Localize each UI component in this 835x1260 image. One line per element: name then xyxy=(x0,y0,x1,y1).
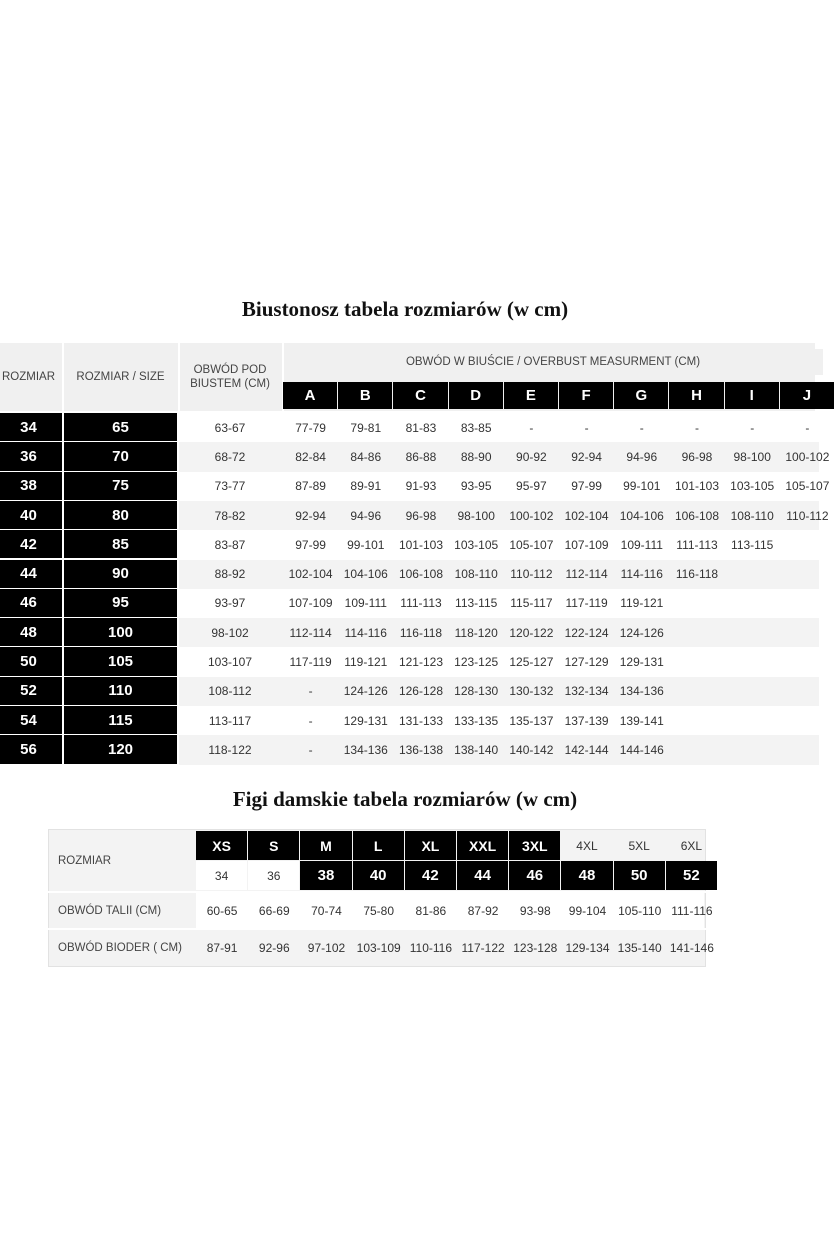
cup-value-cell: - xyxy=(308,684,313,699)
cup-value-cell: 119-121 xyxy=(620,596,664,611)
grid-line xyxy=(48,891,706,893)
hips-value-cell: 92-96 xyxy=(258,940,290,955)
num-size-cell: 48 xyxy=(561,861,612,890)
underbust-cell: 63-67 xyxy=(214,420,246,435)
letter-size-xs: XS xyxy=(196,831,247,860)
cup-value-cell: - xyxy=(639,420,644,435)
cup-value-cell: 142-144 xyxy=(564,742,609,757)
cup-value-cell xyxy=(780,735,835,764)
panties-table-title: Figi damskie tabela rozmiarów (w cm) xyxy=(232,787,578,811)
cup-value-cell: - xyxy=(308,713,313,728)
cup-value-cell: 83-85 xyxy=(460,420,492,435)
cup-value-cell: 96-98 xyxy=(681,449,713,464)
waist-value-cell: 111-116 xyxy=(671,903,713,918)
cup-value-cell: 119-121 xyxy=(344,655,388,670)
num-size-cell: 50 xyxy=(614,861,665,890)
waist-value-cell: 87-92 xyxy=(467,903,499,918)
eu-size-cell: 44 xyxy=(0,560,62,588)
band-size-cell: 95 xyxy=(64,589,177,617)
cup-value-cell: 90-92 xyxy=(516,449,547,464)
cup-value-cell: 102-104 xyxy=(564,508,609,523)
bra-table-title: Biustonosz tabela rozmiarów (w cm) xyxy=(241,297,569,321)
num-size-cell: 44 xyxy=(457,861,508,890)
cup-value-cell: 109-111 xyxy=(344,596,387,611)
cup-value-cell: 107-109 xyxy=(564,537,609,552)
cup-value-cell xyxy=(780,706,835,735)
cup-value-cell xyxy=(725,589,780,618)
waist-value-cell: 66-69 xyxy=(258,903,290,918)
underbust-cell: 78-82 xyxy=(214,508,246,523)
grid-line xyxy=(48,928,706,930)
cup-value-cell: 113-115 xyxy=(455,596,498,611)
cup-letter-d: D xyxy=(449,382,503,409)
cup-value-cell: 110-112 xyxy=(510,567,553,582)
waist-value-cell: 70-74 xyxy=(311,903,342,918)
cup-value-cell: 81-83 xyxy=(405,420,437,435)
header-divider xyxy=(178,343,180,411)
eu-size-cell: 46 xyxy=(0,589,62,617)
band-size-cell: 75 xyxy=(64,472,177,500)
eu-size-cell: 38 xyxy=(0,472,62,500)
cup-value-cell: 120-122 xyxy=(509,625,554,640)
row-divider xyxy=(0,500,177,501)
header-underbust: OBWÓD POD BIUSTEM (CM) xyxy=(179,343,281,411)
row-divider xyxy=(0,441,177,442)
panties-size-label: ROZMIAR xyxy=(58,854,112,867)
eu-size-cell: 56 xyxy=(0,735,62,763)
eu-size-cell: 40 xyxy=(0,501,62,529)
eu-size-cell: 50 xyxy=(0,647,62,675)
cup-value-cell: 92-94 xyxy=(295,508,326,523)
cup-value-cell: 97-99 xyxy=(295,537,326,552)
waist-value-cell: 105-110 xyxy=(618,903,662,918)
cup-value-cell: 87-89 xyxy=(295,479,326,494)
header-size: ROZMIAR / SIZE xyxy=(64,343,177,411)
cup-value-cell xyxy=(780,589,835,618)
cup-value-cell xyxy=(725,560,780,589)
band-size-cell: 120 xyxy=(64,735,177,763)
cup-value-cell: 109-111 xyxy=(620,537,663,552)
cup-letter-i: I xyxy=(725,382,779,409)
num-size-cell: 46 xyxy=(509,861,560,890)
cup-letter-j: J xyxy=(780,382,834,409)
cup-value-cell: 116-118 xyxy=(399,625,443,640)
cup-value-cell: 91-93 xyxy=(405,479,437,494)
cup-letter-e: E xyxy=(504,382,558,409)
band-size-cell: 85 xyxy=(64,530,177,558)
cup-value-cell xyxy=(725,677,780,706)
underbust-cell: 118-122 xyxy=(208,742,252,757)
cup-value-cell: - xyxy=(805,420,810,435)
cup-value-cell: 98-100 xyxy=(733,449,771,464)
cup-value-cell: 106-108 xyxy=(398,567,443,582)
hips-value-cell: 87-91 xyxy=(206,940,238,955)
cup-value-cell: 102-104 xyxy=(288,567,333,582)
cup-value-cell: 79-81 xyxy=(350,420,382,435)
cup-value-cell: 101-103 xyxy=(398,537,443,552)
band-size-cell: 110 xyxy=(64,677,177,705)
letter-size-5xl: 5XL xyxy=(628,838,650,853)
cup-value-cell: 95-97 xyxy=(516,479,547,494)
cup-value-cell: 106-108 xyxy=(674,508,719,523)
eu-size-cell: 54 xyxy=(0,706,62,734)
letter-size-m: M xyxy=(300,831,351,860)
row-divider xyxy=(0,559,177,560)
underbust-cell: 88-92 xyxy=(214,567,246,582)
cup-value-cell: 111-113 xyxy=(400,596,442,611)
row-divider xyxy=(0,617,177,618)
letter-size-xl: XL xyxy=(405,831,456,860)
cup-value-cell: 132-134 xyxy=(564,684,609,699)
cup-value-cell: 93-95 xyxy=(460,479,492,494)
underbust-cell: 73-77 xyxy=(214,479,246,494)
cup-value-cell: 111-113 xyxy=(676,537,718,552)
band-size-cell: 80 xyxy=(64,501,177,529)
row-divider xyxy=(0,529,177,530)
underbust-cell: 83-87 xyxy=(214,537,246,552)
eu-size-cell: 48 xyxy=(0,618,62,646)
cup-value-cell: 125-127 xyxy=(509,655,554,670)
hips-value-cell: 103-109 xyxy=(356,940,401,955)
cup-value-cell: 112-114 xyxy=(289,625,332,640)
hips-value-cell: 129-134 xyxy=(565,940,610,955)
eu-size-cell: 52 xyxy=(0,677,62,705)
band-size-cell: 90 xyxy=(64,560,177,588)
cup-value-cell: 112-114 xyxy=(565,567,608,582)
letter-size-6xl: 6XL xyxy=(680,838,703,853)
band-size-cell: 100 xyxy=(64,618,177,646)
cup-value-cell: 96-98 xyxy=(405,508,437,523)
cup-value-cell: 103-105 xyxy=(454,537,499,552)
cup-value-cell: 108-110 xyxy=(454,567,498,582)
cup-value-cell: 117-119 xyxy=(289,655,332,670)
cup-value-cell xyxy=(669,618,724,647)
waist-label: OBWÓD TALII (CM) xyxy=(58,904,162,917)
cup-value-cell: 98-100 xyxy=(457,508,495,523)
cup-value-cell: 138-140 xyxy=(454,742,499,757)
band-size-cell: 105 xyxy=(64,647,177,675)
cup-value-cell: 129-131 xyxy=(619,655,664,670)
cup-value-cell: 134-136 xyxy=(619,684,664,699)
cup-value-cell: 84-86 xyxy=(350,449,382,464)
cup-value-cell xyxy=(669,706,724,735)
waist-value-cell: 81-86 xyxy=(415,903,447,918)
waist-value-cell: 75-80 xyxy=(363,903,395,918)
row-divider xyxy=(0,705,177,706)
cup-value-cell: 136-138 xyxy=(398,742,443,757)
cup-value-cell: 137-139 xyxy=(564,713,609,728)
cup-value-cell: 129-131 xyxy=(343,713,388,728)
underbust-cell: 108-112 xyxy=(208,684,252,699)
cup-value-cell xyxy=(669,647,724,676)
cup-value-cell: 123-125 xyxy=(454,655,499,670)
cup-value-cell: 94-96 xyxy=(626,449,658,464)
cup-value-cell xyxy=(725,618,780,647)
cup-value-cell: 117-119 xyxy=(565,596,608,611)
letter-size-l: L xyxy=(353,831,404,860)
row-divider xyxy=(0,676,177,677)
cup-value-cell: - xyxy=(584,420,589,435)
cup-value-cell: 77-79 xyxy=(295,420,326,435)
cup-value-cell xyxy=(669,589,724,618)
cup-letter-a: A xyxy=(283,382,337,409)
cup-value-cell: 121-123 xyxy=(398,655,443,670)
cup-value-cell xyxy=(669,735,724,764)
cup-value-cell xyxy=(780,647,835,676)
row-divider xyxy=(0,588,177,589)
num-size-cell: 36 xyxy=(248,861,299,890)
hips-label: OBWÓD BIODER ( CM) xyxy=(58,941,182,954)
cup-value-cell xyxy=(725,647,780,676)
cup-value-cell: 118-120 xyxy=(454,625,498,640)
cup-value-cell: 115-117 xyxy=(510,596,553,611)
num-size-cell: 38 xyxy=(300,861,351,890)
cup-value-cell: 101-103 xyxy=(674,479,719,494)
cup-value-cell: 97-99 xyxy=(571,479,602,494)
cup-value-cell: 140-142 xyxy=(509,742,554,757)
underbust-cell: 113-117 xyxy=(208,713,252,728)
hips-value-cell: 135-140 xyxy=(617,940,662,955)
band-size-cell: 115 xyxy=(64,706,177,734)
cup-value-cell: 104-106 xyxy=(343,567,388,582)
cup-value-cell: 100-102 xyxy=(509,508,554,523)
waist-value-cell: 99-104 xyxy=(568,903,607,918)
num-size-cell: 34 xyxy=(196,861,247,890)
eu-size-cell: 42 xyxy=(0,530,62,558)
letter-size-xxl: XXL xyxy=(457,831,508,860)
cup-value-cell xyxy=(780,530,835,559)
hips-value-cell: 141-146 xyxy=(669,940,714,955)
letter-size-s: S xyxy=(248,831,299,860)
row-divider xyxy=(0,734,177,735)
cup-value-cell: 100-102 xyxy=(785,449,830,464)
underbust-cell: 103-107 xyxy=(207,655,253,670)
cup-value-cell: 124-126 xyxy=(343,684,388,699)
waist-value-cell: 93-98 xyxy=(519,903,551,918)
cup-value-cell: 92-94 xyxy=(571,449,602,464)
cup-value-cell: - xyxy=(694,420,699,435)
cup-letter-c: C xyxy=(393,382,447,409)
num-size-cell: 40 xyxy=(353,861,404,890)
hips-value-cell: 110-116 xyxy=(409,940,453,955)
cup-value-cell xyxy=(669,677,724,706)
cup-value-cell: 103-105 xyxy=(730,479,775,494)
cup-value-cell xyxy=(725,706,780,735)
band-size-cell: 65 xyxy=(64,413,177,441)
cup-value-cell: 116-118 xyxy=(675,567,719,582)
hips-value-cell: 117-122 xyxy=(461,940,505,955)
cup-value-cell: 139-141 xyxy=(619,713,664,728)
cup-value-cell: 99-101 xyxy=(347,537,385,552)
cup-value-cell: - xyxy=(750,420,755,435)
cup-letter-h: H xyxy=(669,382,723,409)
cup-value-cell: 126-128 xyxy=(398,684,443,699)
cup-value-cell: 114-116 xyxy=(620,567,663,582)
underbust-cell: 98-102 xyxy=(211,625,249,640)
cup-value-cell: 135-137 xyxy=(509,713,554,728)
header-rozmiar: ROZMIAR xyxy=(0,343,62,411)
cup-value-cell: 134-136 xyxy=(343,742,388,757)
eu-size-cell: 36 xyxy=(0,442,62,470)
cup-value-cell: - xyxy=(529,420,534,435)
cup-value-cell: 105-107 xyxy=(509,537,554,552)
cup-letter-f: F xyxy=(559,382,613,409)
cup-value-cell xyxy=(780,618,835,647)
cup-value-cell: 113-115 xyxy=(731,537,774,552)
letter-size-4xl: 4XL xyxy=(576,838,598,853)
band-size-cell: 70 xyxy=(64,442,177,470)
cup-value-cell: 99-101 xyxy=(623,479,661,494)
cup-value-cell: 89-91 xyxy=(350,479,382,494)
cup-value-cell xyxy=(725,735,780,764)
cup-value-cell: 107-109 xyxy=(288,596,333,611)
cup-value-cell: 110-112 xyxy=(786,508,829,523)
cup-value-cell xyxy=(780,560,835,589)
cup-value-cell: 86-88 xyxy=(405,449,437,464)
cup-value-cell: 94-96 xyxy=(350,508,382,523)
row-divider xyxy=(0,471,177,472)
waist-value-cell: 60-65 xyxy=(206,903,238,918)
underbust-cell: 93-97 xyxy=(214,596,246,611)
cup-value-cell: 88-90 xyxy=(460,449,492,464)
cup-value-cell: 104-106 xyxy=(619,508,664,523)
hips-value-cell: 97-102 xyxy=(307,940,346,955)
cup-value-cell: 114-116 xyxy=(344,625,387,640)
underbust-cell: 68-72 xyxy=(214,449,246,464)
cup-value-cell: 124-126 xyxy=(619,625,664,640)
num-size-cell: 42 xyxy=(405,861,456,890)
cup-value-cell: 144-146 xyxy=(619,742,664,757)
cup-value-cell: - xyxy=(308,742,313,757)
cup-value-cell: 131-133 xyxy=(398,713,443,728)
cup-letter-b: B xyxy=(338,382,392,409)
num-size-cell: 52 xyxy=(666,861,717,890)
letter-size-3xl: 3XL xyxy=(509,831,560,860)
cup-letter-g: G xyxy=(614,382,668,409)
header-overbust: OBWÓD W BIUŚCIE / OVERBUST MEASURMENT (CM) xyxy=(283,349,823,375)
cup-value-cell: 128-130 xyxy=(454,684,499,699)
cup-value-cell: 122-124 xyxy=(564,625,609,640)
cup-value-cell: 108-110 xyxy=(730,508,774,523)
cup-value-cell xyxy=(780,677,835,706)
cup-value-cell: 133-135 xyxy=(454,713,499,728)
cup-value-cell: 130-132 xyxy=(509,684,554,699)
eu-size-cell: 34 xyxy=(0,413,62,441)
cup-value-cell: 105-107 xyxy=(785,479,830,494)
header-divider xyxy=(62,343,64,411)
cup-value-cell: 82-84 xyxy=(295,449,326,464)
hips-value-cell: 123-128 xyxy=(513,940,558,955)
row-divider xyxy=(0,646,177,647)
cup-value-cell: 127-129 xyxy=(564,655,609,670)
